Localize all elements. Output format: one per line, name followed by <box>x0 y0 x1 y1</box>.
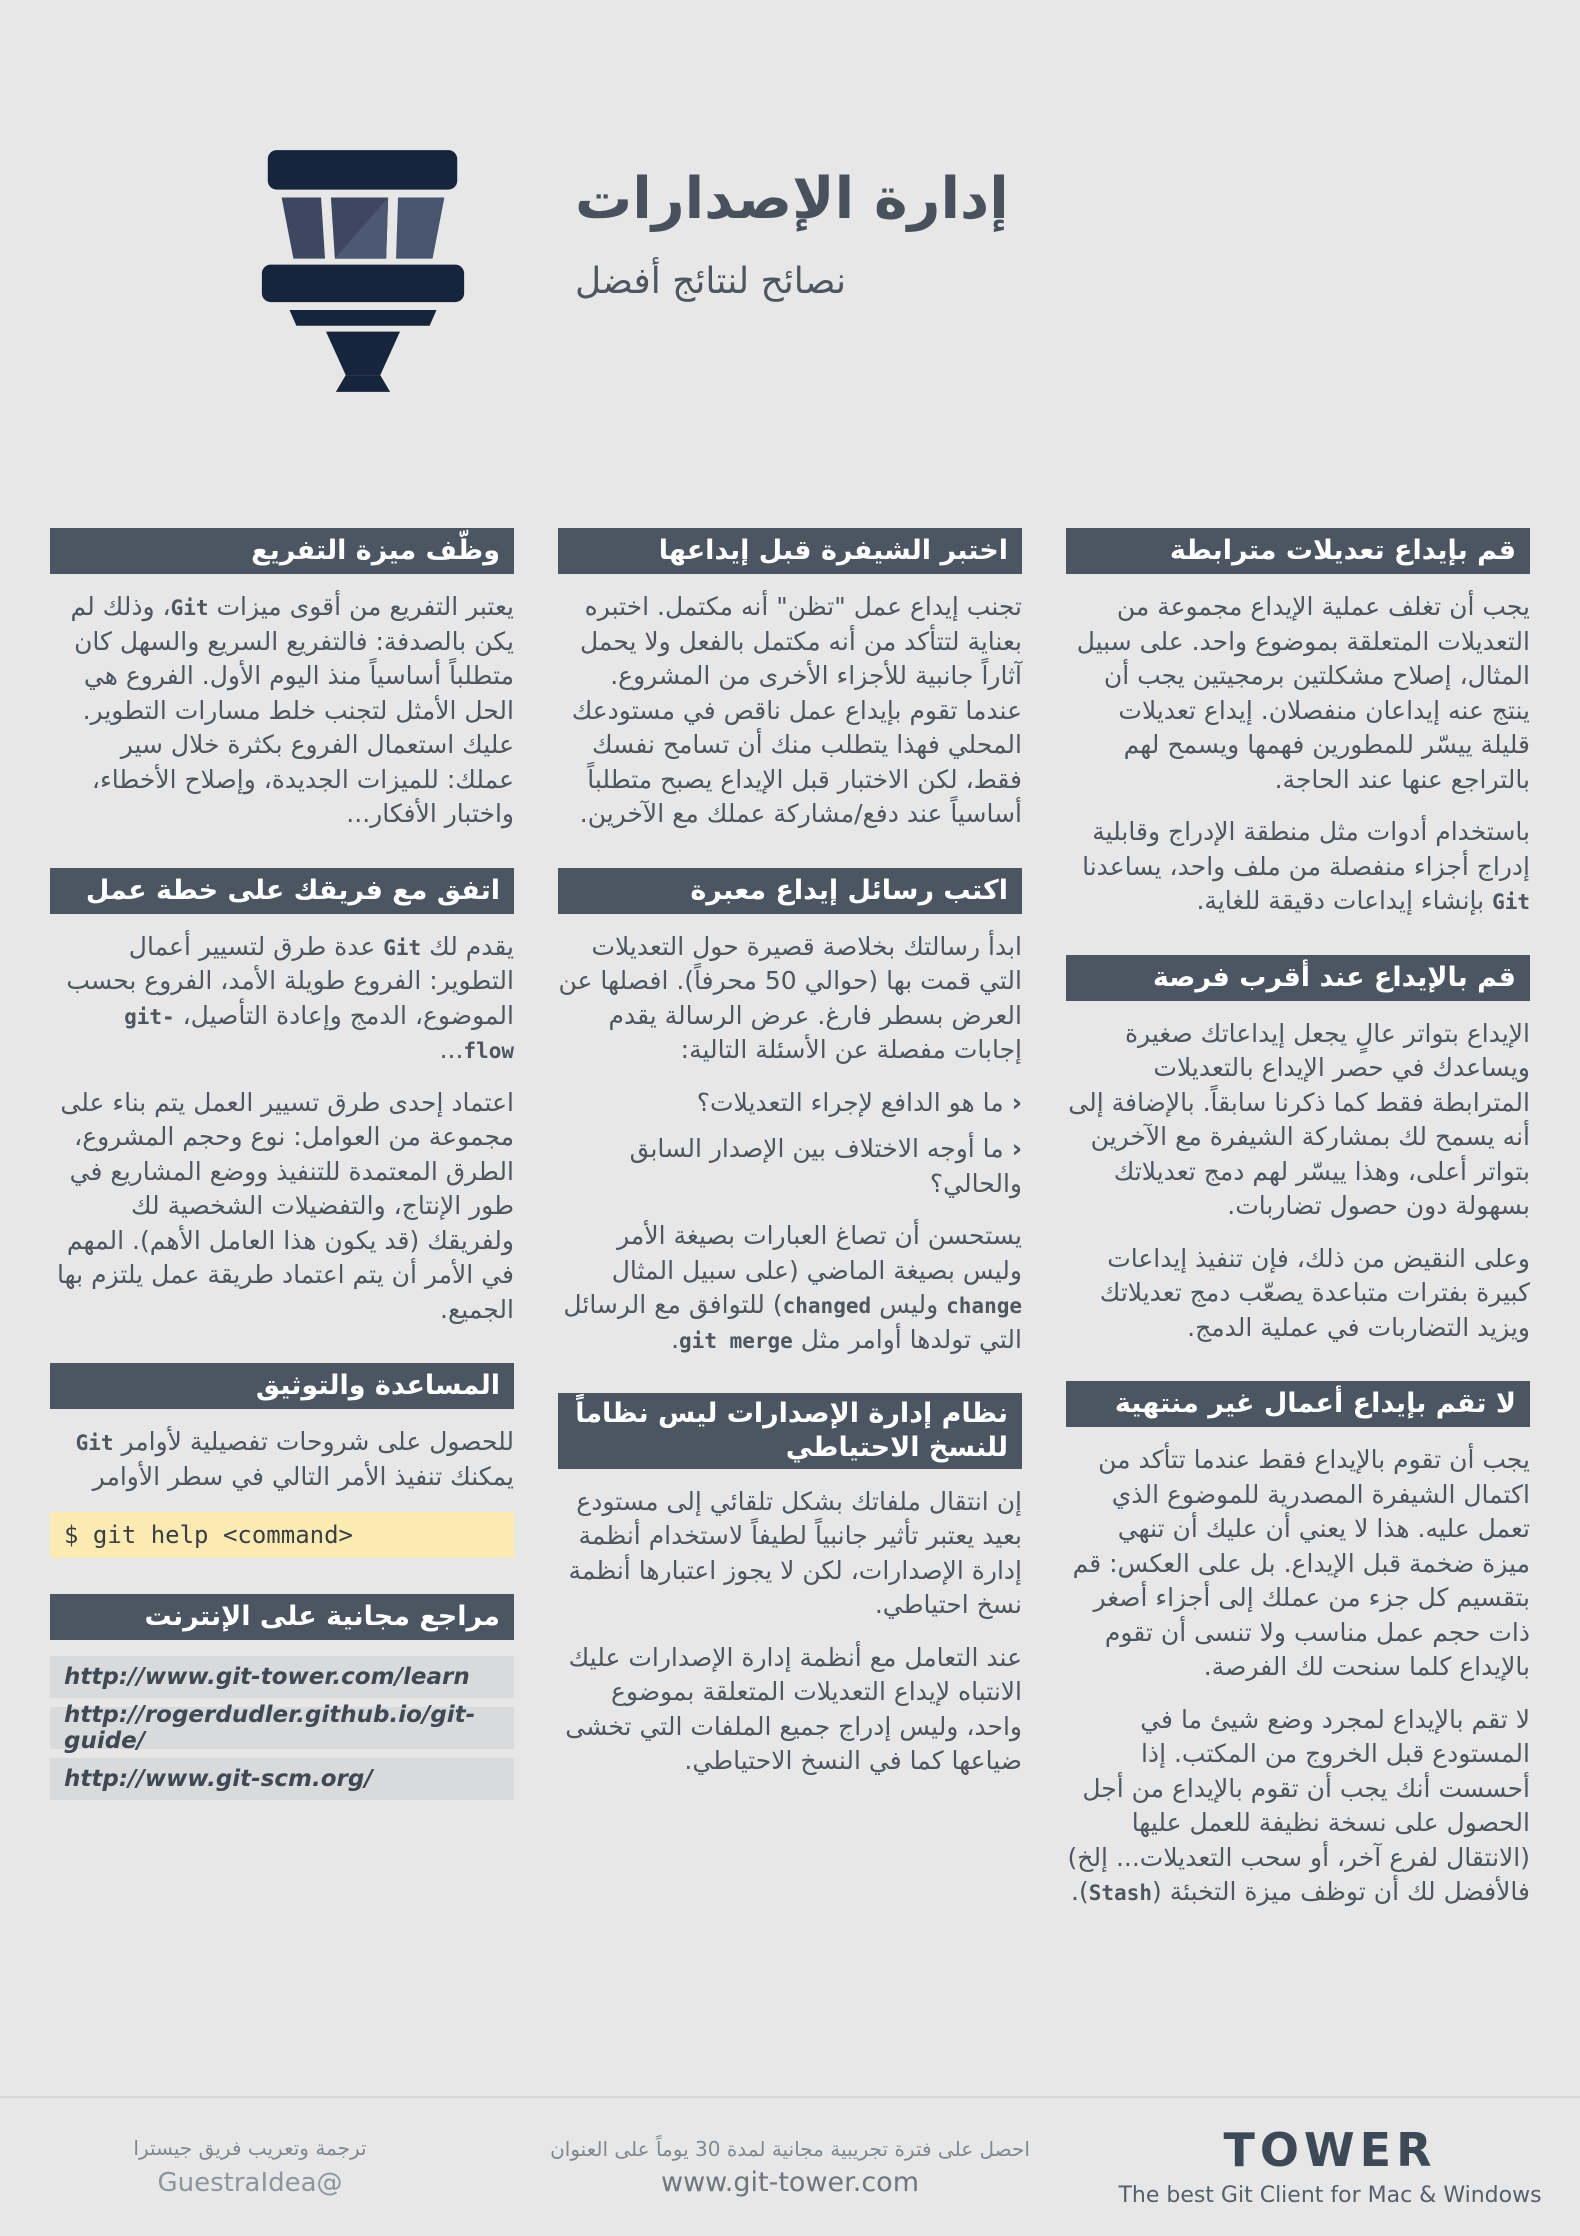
paragraph: باستخدام أدوات مثل منطقة الإدراج وقابلية إدراج أجزاء منفصلة من ملف واحد، يساعدنا Git بإنشاء إيداعات دقيقة للغاية. <box>1082 817 1530 915</box>
page-footer <box>0 2096 1580 2236</box>
section-heading-bar: اختبر الشيفرة قبل إيداعها <box>558 528 1022 574</box>
page-header <box>0 0 1580 520</box>
paragraph: وعلى النقيض من ذلك، فإن تنفيذ إيداعات كبيرة بفترات متباعدة يصعّب دمج تعديلاتك ويزيد التضاربات في عملية الدمج. <box>1099 1243 1530 1342</box>
paragraph: يجب أن تقوم بالإيداع فقط عندما تتأكد من اكتمال الشيفرة المصدرية للموضوع الذي تعمل عليه. هذا لا يعني أن عليك أن تنهي ميزة ضخمة قبل الإيداع. بل على العكس: قم بتقسيم كل جزء من عملك إلى أجزاء أصغر ذات حجم عمل مناسب ولا تنسى أن تقوم بالإيداع كلما سنحت لك الفرصة. <box>1072 1445 1530 1681</box>
column-right <box>1066 528 1530 1946</box>
tower-funnel-logo-icon <box>252 150 474 392</box>
list-item <box>558 1086 1022 1121</box>
list-item-text: ما هو الدافع لإجراء التعديلات؟ <box>696 1087 1004 1117</box>
list-item <box>558 1132 1022 1201</box>
section-free-online-resources <box>50 1594 514 1800</box>
paragraph: يعتبر التفريع من أقوى ميزات Git، وذلك لم يكن بالصدفة: فالتفريع السريع والسهل كان متطلباً أساسياً منذ اليوم الأول. الفروع هي الحل الأمثل لتجنب خلط مسارات التطوير. عليك استعمال الفروع بكثرة خلال سير عملك: للميزات الجديدة، وإصلاح الأخطاء، واختبار الأفكار... <box>70 592 514 828</box>
section-vcs-not-backup <box>558 1393 1022 1779</box>
section-test-before-commit <box>558 528 1022 832</box>
trial-url[interactable]: www.git-tower.com <box>661 2166 919 2198</box>
section-heading-bar: قم بإيداع تعديلات مترابطة <box>1066 528 1530 574</box>
git-help-command-snippet: $ git help <command> <box>50 1512 514 1558</box>
section-dont-commit-unfinished <box>1066 1381 1530 1910</box>
content-columns <box>50 528 1530 1946</box>
paragraph: يجب أن تغلف عملية الإيداع مجموعة من التعديلات المتعلقة بموضوع واحد. على سبيل المثال، إصلاح مشكلتين برمجيتين يجب أن ينتج عنه إيداعان منفصلان. إيداع تعديلات قليلة ييسّر للمطورين فهمها ويسمح لهم بالتراجع عنها عند الحاجة. <box>1076 592 1530 794</box>
trial-text: احصل على فترة تجريبية مجانية لمدة 30 يوماً على العنوان <box>550 2136 1030 2161</box>
paragraph: ابدأ رسالتك بخلاصة قصيرة حول التعديلات التي قمت بها (حوالي 50 محرفاً). افصلها عن العرض بسطر فارغ. عرض الرسالة يقدم إجابات مفصلة عن الأسئلة التالية: <box>558 931 1022 1064</box>
tower-tagline: The best Git Client for Mac & Windows <box>1118 2182 1542 2208</box>
list-item-text: ما أوجه الاختلاف بين الإصدار السابق والحالي؟ <box>629 1134 1022 1198</box>
section-heading-bar: مراجع مجانية على الإنترنت <box>50 1594 514 1640</box>
column-left <box>50 528 514 1946</box>
resource-link-git-guide[interactable]: http://rogerdudler.github.io/git-guide/ <box>50 1707 514 1749</box>
column-middle <box>558 528 1022 1946</box>
tower-brand <box>1080 2122 1580 2208</box>
translation-credit <box>0 2136 500 2198</box>
section-commit-often <box>1066 955 1530 1346</box>
paragraph: اعتماد إحدى طرق تسيير العمل يتم بناء على مجموعة من العوامل: نوع وحجم المشروع، الطرق المعتمدة للتنفيذ ووضع المشاريع في طور الإنتاج، والتفضيلات الشخصية لك ولفريقك (قد يكون هذا العامل الأهم). المهم في الأمر أن يتم اعتماد طريقة عمل يلتزم بها الجميع. <box>57 1087 514 1324</box>
section-heading-bar: اكتب رسائل إيداع معبرة <box>558 868 1022 914</box>
page-title: إدارة الإصدارات <box>575 166 1009 232</box>
paragraph: للحصول على شروحات تفصيلية لأوامر Git يمكنك تنفيذ الأمر التالي في سطر الأوامر <box>75 1427 514 1491</box>
tower-wordmark: TOWER <box>1223 2122 1437 2177</box>
resource-link-git-scm[interactable]: http://www.git-scm.org/ <box>50 1758 514 1800</box>
section-heading-bar: وظّف ميزة التفريع <box>50 528 514 574</box>
paragraph: إن انتقال ملفاتك بشكل تلقائي إلى مستودع بعيد يعتبر تأثير جانبياً لطيفاً لاستخدام أنظمة إدارة الإصدارات، لكن لا يجوز اعتبارها أنظمة نسخ احتياطي. <box>568 1486 1022 1619</box>
section-commit-related-changes <box>1066 528 1530 919</box>
chevron-bullet-icon: ‹ <box>1011 1087 1022 1117</box>
bullet-list <box>558 1086 1022 1202</box>
chevron-bullet-icon: ‹ <box>1011 1134 1022 1163</box>
section-heading-bar: نظام إدارة الإصدارات ليس نظاماً للنسخ الاحتياطي <box>558 1393 1022 1469</box>
title-block <box>575 168 1009 302</box>
paragraph: تجنب إيداع عمل "تظن" أنه مكتمل. اختبره بعناية لتتأكد من أنه مكتمل بالفعل ولا يحمل آثاراً جانبية للأجزاء الأخرى من المشروع. عندما تقوم بإيداع عمل ناقص في مستودعك المحلي فهذا يتطلب منك أن تسامح نفسك فقط، لكن الاختبار قبل الإيداع يصبح متطلباً أساسياً عند دفع/مشاركة عملك مع الآخرين. <box>571 592 1022 828</box>
paragraph: يستحسن أن تصاغ العبارات بصيغة الأمر وليس بصيغة الماضي (على سبيل المثال change وليس changed) للتوافق مع الرسائل التي تولدها أوامر مثل git merge. <box>563 1221 1022 1354</box>
paragraph: الإيداع بتواتر عالٍ يجعل إيداعاتك صغيرة ويساعدك في حصر الإيداع بالتعديلات المترابطة فقط كما ذكرنا سابقاً. بالإضافة إلى أنه يسمح لك بمشاركة الشيفرة مع الآخرين بتواتر أعلى، وهذا ييسّر لهم دمج تعديلاتك بسهولة دون حصول تضاربات. <box>1068 1018 1530 1220</box>
credit-handle[interactable]: @GuestraIdea <box>157 2168 343 2198</box>
section-use-branches <box>50 528 514 832</box>
credit-text: ترجمة وتعريب فريق جيسترا <box>133 2136 367 2160</box>
section-heading-bar: المساعدة والتوثيق <box>50 1363 514 1409</box>
section-heading-bar: قم بالإيداع عند أقرب فرصة <box>1066 955 1530 1001</box>
section-agree-on-workflow <box>50 868 514 1328</box>
paragraph: لا تقم بالإيداع لمجرد وضع شيئ ما في المستودع قبل الخروج من المكتب. إذا أحسست أنك يجب أن تقوم بالإيداع من أجل الحصول على نسخة نظيفة للعمل عليها (الانتقال لفرع آخر، أو سحب التعديلات... إلخ) فالأفضل لك أن توظف ميزة التخبئة (Stash). <box>1067 1704 1530 1906</box>
paragraph: يقدم لك Git عدة طرق لتسيير أعمال التطوير: الفروع طويلة الأمد، الفروع بحسب الموضوع، الدمج وإعادة التأصيل، git-flow... <box>66 931 514 1064</box>
trial-offer <box>500 2137 1080 2198</box>
page-subtitle: نصائح لنتائج أفضل <box>575 260 846 302</box>
resource-link-git-tower-learn[interactable]: http://www.git-tower.com/learn <box>50 1656 514 1698</box>
section-heading-bar: لا تقم بإيداع أعمال غير منتهية <box>1066 1381 1530 1427</box>
section-heading-bar: اتفق مع فريقك على خطة عمل <box>50 868 514 914</box>
paragraph: عند التعامل مع أنظمة إدارة الإصدارات عليك الانتباه لإيداع التعديلات المتعلقة بموضوع واحد، وليس إدراج جميع الملفات التي تخشى ضياعها كما في النسخ الاحتياطي. <box>565 1642 1022 1775</box>
section-help-and-docs <box>50 1363 514 1558</box>
section-commit-messages <box>558 868 1022 1358</box>
